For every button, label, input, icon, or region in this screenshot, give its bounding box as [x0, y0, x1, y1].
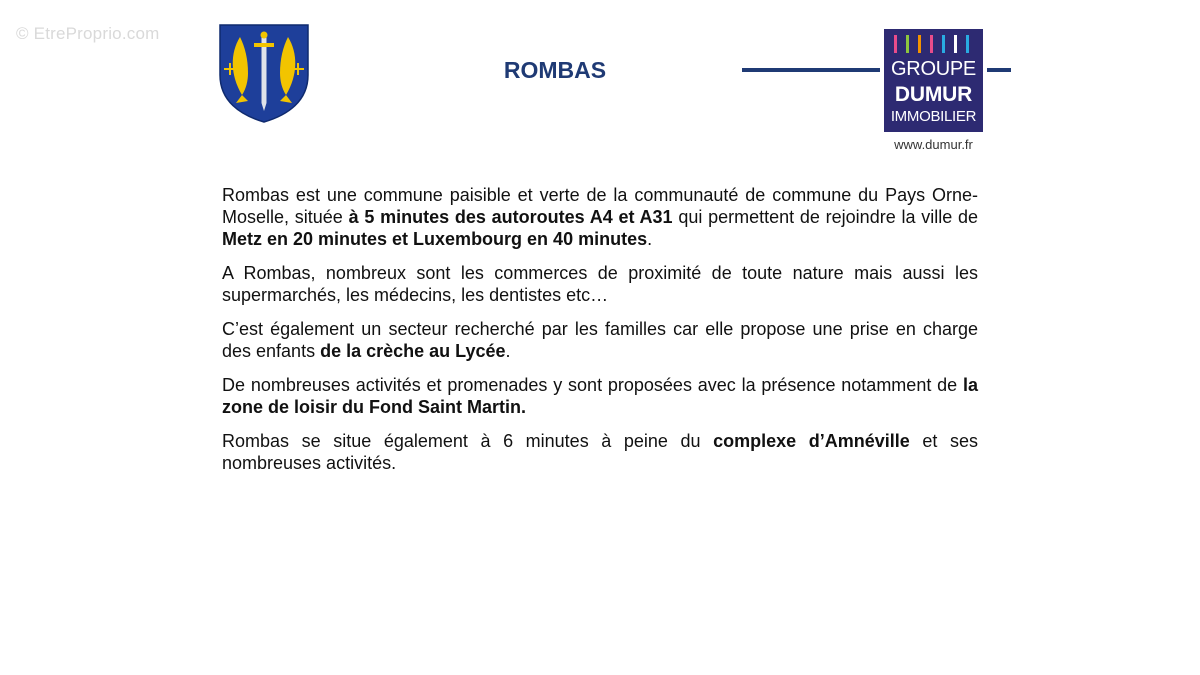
p1-highlight-cities: Metz en 20 minutes et Luxembourg en 40 minutes [222, 229, 648, 249]
p3-text-c: . [505, 341, 511, 361]
p5-text-a: Rombas se situe également à 6 minutes à peine du [222, 431, 714, 451]
p4-text-a: De nombreuses activités et promenades y sont proposées avec la présence notamment de [222, 375, 963, 395]
logo-website: www.dumur.fr [894, 137, 973, 152]
paragraph-amneville [222, 430, 978, 474]
company-logo [884, 29, 983, 132]
logo-text-dumur: DUMUR [894, 83, 973, 106]
page-title: ROMBAS [503, 57, 607, 83]
logo-text-groupe: GROUPE [891, 58, 976, 80]
p1-text-c: qui permettent de rejoindre la ville de [672, 207, 978, 227]
p2-text-a: A Rombas, nombreux sont les commerces de proximité de toute nature mais aussi les supermarchés, les médecins, les dentistes etc… [222, 263, 978, 305]
paragraph-shops [222, 262, 978, 306]
coat-of-arms-icon [218, 23, 310, 123]
p1-text-a: Rombas est une commune paisible et verte de la communauté de commune du Pays Orne-Moselle, située [222, 185, 978, 227]
p3-highlight-schools: de la crèche au Lycée [320, 341, 506, 361]
p5-text-c: et ses nombreuses activités. [222, 431, 979, 473]
p1-text-e: . [647, 229, 653, 249]
paragraph-families [222, 318, 978, 362]
title-rule-left [742, 68, 880, 72]
p5-highlight-complex: complexe d’Amnéville [713, 431, 910, 451]
logo-bars-icon [890, 35, 977, 53]
p3-text-a: C’est également un secteur recherché par les familles car elle propose une prise en charge des enfants [222, 319, 978, 361]
watermark: © EtreProprio.com [16, 24, 160, 43]
logo-text-immobilier: IMMOBILIER [890, 108, 977, 125]
description-body [222, 184, 978, 486]
paragraph-activities [222, 374, 978, 418]
p4-highlight-leisure-zone: la zone de loisir du Fond Saint Martin. [222, 375, 978, 417]
title-rule-right [987, 68, 1011, 72]
paragraph-location [222, 184, 978, 250]
p1-highlight-motorways: à 5 minutes des autoroutes A4 et A31 [348, 207, 673, 227]
